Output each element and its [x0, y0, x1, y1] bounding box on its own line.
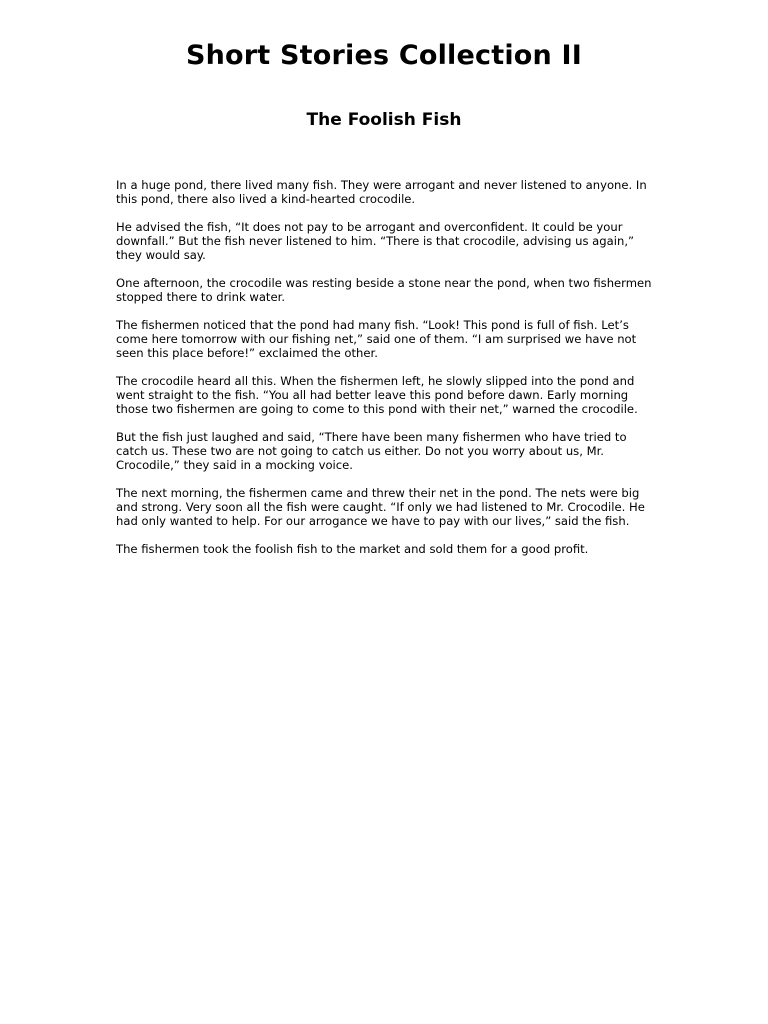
paragraph: He advised the fish, “It does not pay to be arrogant and overconfident. It could be your downfall.” But the fish never listened to him. “There is that crocodile, advising us again,” they would say.	[116, 220, 635, 262]
paragraph: The crocodile heard all this. When the fishermen left, he slowly slipped into the pond and went straight to the fish. “You all had better leave this pond before dawn. Early morning those two fishermen are going to come to this pond with their net,” warned the crocodile.	[116, 374, 638, 416]
paragraph: The fishermen noticed that the pond had many fish. “Look! This pond is full of fish. Let’s come here tomorrow with our fishing net,” said one of them. “I am surprised we have not seen this place before!” exclaimed the other.	[116, 318, 637, 360]
paragraph: One afternoon, the crocodile was resting beside a stone near the pond, when two fishermen stopped there to drink water.	[116, 276, 652, 304]
story-title: The Foolish Fish	[306, 110, 462, 130]
story-body	[116, 178, 661, 570]
paragraph: But the fish just laughed and said, “There have been many fishermen who have tried to catch us. These two are not going to catch us either. Do not you worry about us, Mr. Crocodile,” they said in a mocking voice.	[116, 430, 627, 472]
paragraph: The next morning, the fishermen came and threw their net in the pond. The nets were big and strong. Very soon all the fish were caught. “If only we had listened to Mr. Crocodile. He had only wanted to help. For our arrogance we have to pay with our lives,” said the fish.	[116, 486, 645, 528]
paragraph: The fishermen took the foolish fish to the market and sold them for a good profit.	[116, 542, 589, 556]
book-title: Short Stories Collection II	[185, 40, 583, 71]
paragraph: In a huge pond, there lived many fish. They were arrogant and never listened to anyone. In this pond, there also lived a kind-hearted crocodile.	[116, 178, 647, 206]
